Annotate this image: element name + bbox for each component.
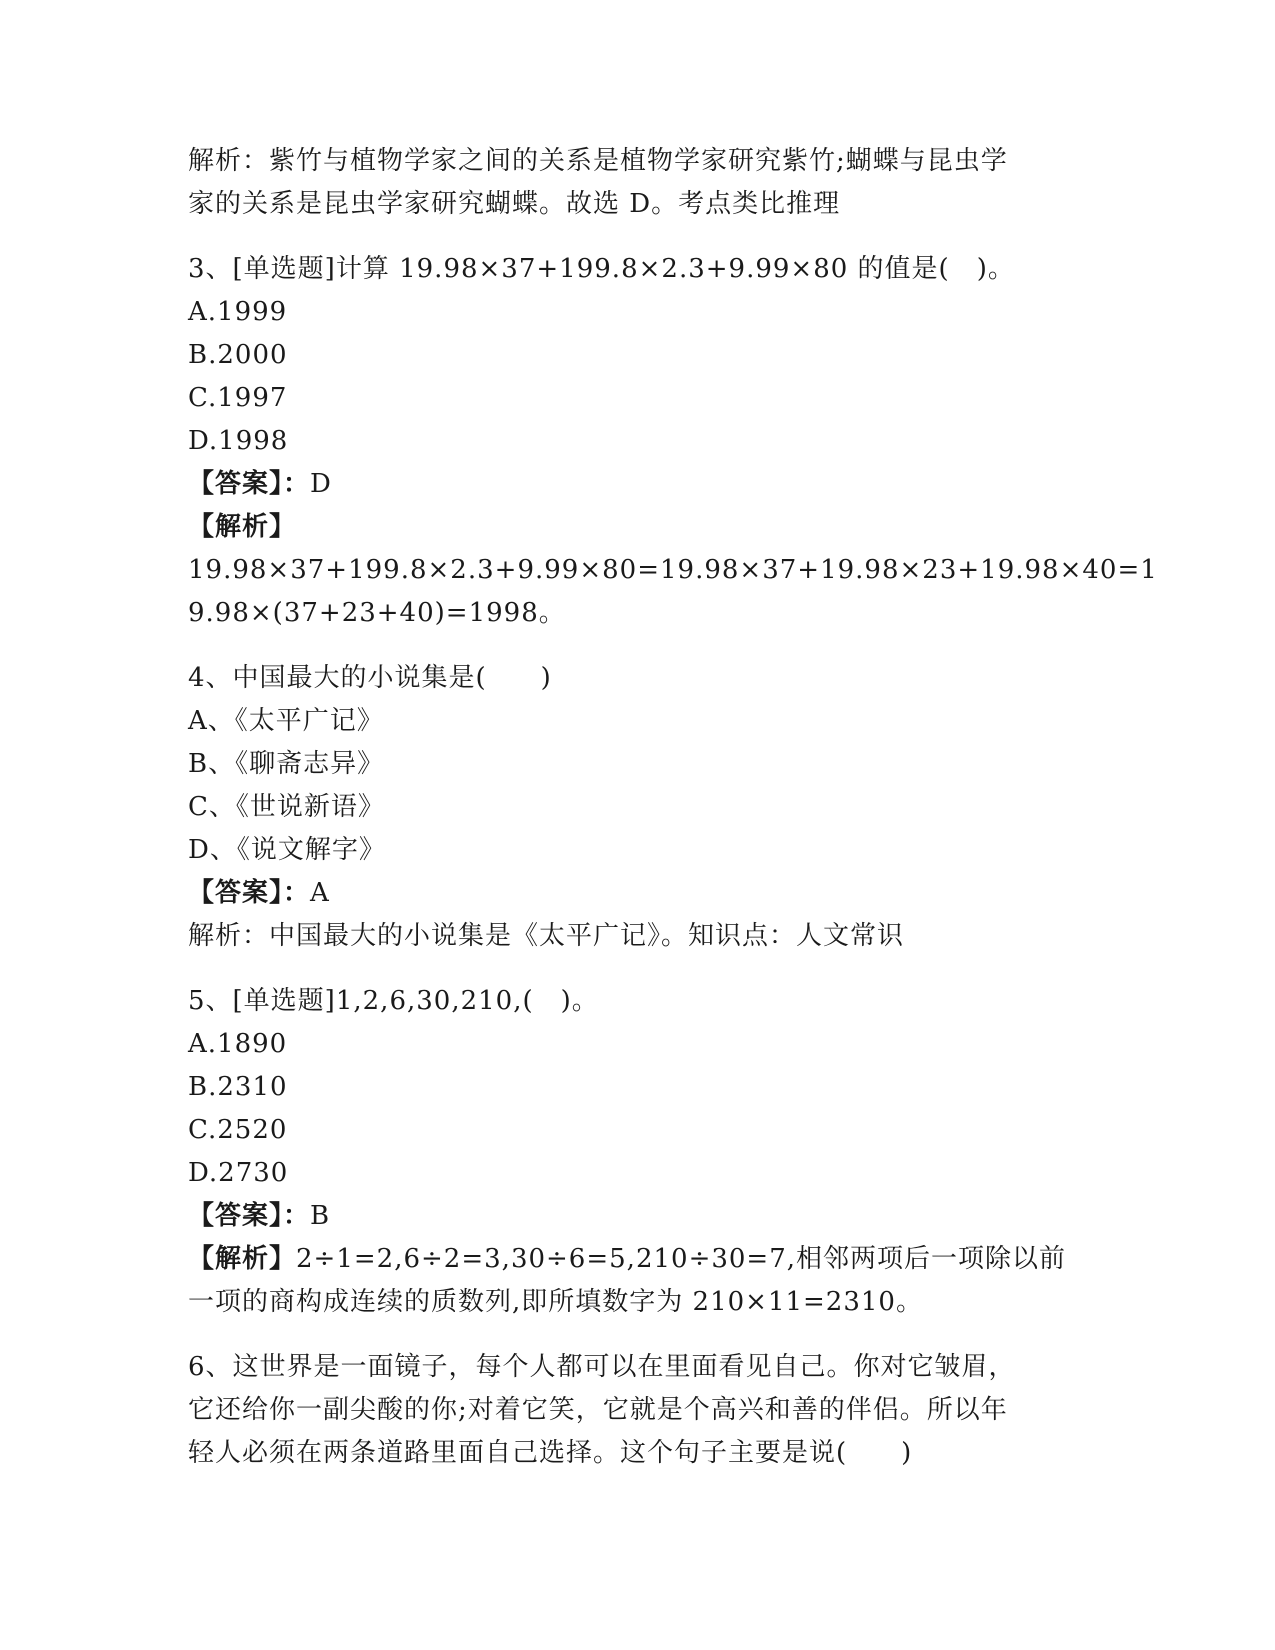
answer-line [188,463,1088,506]
analysis-label: 【解析】 [188,512,297,542]
analysis-line: 家的关系是昆虫学家研究蝴蝶。故选 D。考点类比推理 [188,189,841,219]
analysis-line [188,1238,1088,1281]
option-c: C、《世说新语》 [188,792,385,822]
question-text: 5、[单选题]1,2,6,30,210,( )。 [188,986,599,1016]
document-page [188,140,1158,1475]
answer-label: 【答案】： [188,878,311,908]
question-5 [188,980,1088,1324]
analysis-line: 一项的商构成连续的质数列,即所填数字为 210×11=2310。 [188,1287,923,1317]
option-a: A.1890 [188,1029,288,1059]
option-b: B.2000 [188,340,288,370]
question-text-line: 6、这世界是一面镜子，每个人都可以在里面看见自己。你对它皱眉， [188,1352,1016,1382]
question-4 [188,657,1088,958]
option-b: B.2310 [188,1072,288,1102]
analysis-label: 【解析】 [188,1244,297,1274]
analysis-line: 解析：紫竹与植物学家之间的关系是植物学家研究紫竹;蝴蝶与昆虫学 [188,146,1008,176]
answer-line [188,1195,1088,1238]
option-d: D.1998 [188,426,289,456]
analysis-line: 9.98×(37+23+40)=1998。 [188,598,566,628]
answer-value: B [310,1201,331,1231]
analysis-line: 解析：中国最大的小说集是《太平广记》。知识点：人文常识 [188,921,905,951]
answer-label: 【答案】： [188,469,311,499]
question-text: 3、[单选题]计算 19.98×37+199.8×2.3+9.99×80 的值是( )。 [188,254,1015,284]
option-d: D、《说文解字》 [188,835,386,865]
question-3 [188,248,1158,635]
option-a: A.1999 [188,297,288,327]
option-b: B、《聊斋志异》 [188,749,385,779]
option-d: D.2730 [188,1158,289,1188]
answer-value: A [310,878,330,908]
analysis-line: 19.98×37+199.8×2.3+9.99×80=19.98×37+19.98×23+19.98×40=1 [188,555,1158,585]
analysis-text: 2÷1=2,6÷2=3,30÷6=5,210÷30=7,相邻两项后一项除以前 [296,1244,1067,1274]
option-c: C.2520 [188,1115,288,1145]
answer-label: 【答案】： [188,1201,311,1231]
question-text-line: 轻人必须在两条道路里面自己选择。这个句子主要是说( ) [188,1438,913,1468]
option-a: A、《太平广记》 [188,706,384,736]
option-c: C.1997 [188,383,288,413]
question-6 [188,1346,1088,1475]
question-text: 4、中国最大的小说集是( ) [188,663,552,693]
answer-value: D [310,469,332,499]
question-text-line: 它还给你一副尖酸的你;对着它笑，它就是个高兴和善的伴侣。所以年 [188,1395,1008,1425]
answer-line [188,872,1088,915]
question-2-analysis [188,140,1088,226]
